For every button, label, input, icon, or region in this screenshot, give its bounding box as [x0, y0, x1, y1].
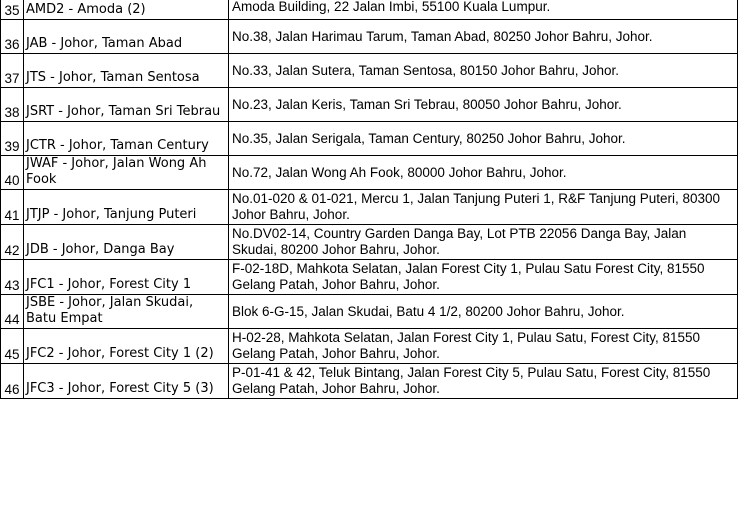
branch-name: JCTR - Johor, Taman Century	[24, 122, 229, 156]
row-number: 36	[1, 20, 24, 54]
branch-address: Amoda Building, 22 Jalan Imbi, 55100 Kuala Lumpur.	[229, 0, 738, 20]
branch-address: Blok 6-G-15, Jalan Skudai, Batu 4 1/2, 80200 Johor Bahru, Johor.	[229, 295, 738, 329]
branch-name: JFC1 - Johor, Forest City 1	[24, 260, 229, 295]
table-row	[1, 122, 738, 156]
branch-address: P-01-41 & 42, Teluk Bintang, Jalan Forest City 5, Pulau Satu, Forest City, 81550 Gelang Patah, Johor Bahru, Johor.	[229, 364, 738, 399]
table-row	[1, 364, 738, 399]
branch-address: F-02-18D, Mahkota Selatan, Jalan Forest City 1, Pulau Satu Forest City, 81550 Gelang Patah, Johor Bahru, Johor.	[229, 260, 738, 295]
branch-address: No.33, Jalan Sutera, Taman Sentosa, 80150 Johor Bahru, Johor.	[229, 54, 738, 88]
row-number: 43	[1, 260, 24, 295]
table-row	[1, 190, 738, 225]
table-row	[1, 88, 738, 122]
branch-name: JFC3 - Johor, Forest City 5 (3)	[24, 364, 229, 399]
table-row	[1, 260, 738, 295]
row-number: 46	[1, 364, 24, 399]
branch-address: No.DV02-14, Country Garden Danga Bay, Lot PTB 22056 Danga Bay, Jalan Skudai, 80200 Johor Bahru, Johor.	[229, 225, 738, 260]
row-number: 42	[1, 225, 24, 260]
branch-name: JFC2 - Johor, Forest City 1 (2)	[24, 329, 229, 364]
table-row	[1, 295, 738, 329]
branch-address: No.35, Jalan Serigala, Taman Century, 80250 Johor Bahru, Johor.	[229, 122, 738, 156]
branch-address: No.72, Jalan Wong Ah Fook, 80000 Johor Bahru, Johor.	[229, 156, 738, 190]
row-number: 35	[1, 0, 24, 20]
row-number: 44	[1, 295, 24, 329]
branch-address: No.23, Jalan Keris, Taman Sri Tebrau, 80050 Johor Bahru, Johor.	[229, 88, 738, 122]
row-number: 38	[1, 88, 24, 122]
branch-name: JAB - Johor, Taman Abad	[24, 20, 229, 54]
table-row	[1, 225, 738, 260]
row-number: 45	[1, 329, 24, 364]
table-row	[1, 329, 738, 364]
branch-name: JTJP - Johor, Tanjung Puteri	[24, 190, 229, 225]
table-row	[1, 156, 738, 190]
table-row	[1, 54, 738, 88]
row-number: 41	[1, 190, 24, 225]
branch-name: JWAF - Johor, Jalan Wong Ah Fook	[24, 156, 229, 190]
row-number: 39	[1, 122, 24, 156]
branch-address: No.38, Jalan Harimau Tarum, Taman Abad, 80250 Johor Bahru, Johor.	[229, 20, 738, 54]
branch-address: No.01-020 & 01-021, Mercu 1, Jalan Tanjung Puteri 1, R&F Tanjung Puteri, 80300 Johor Bahru, Johor.	[229, 190, 738, 225]
table-row	[1, 20, 738, 54]
table-row	[1, 0, 738, 20]
row-number: 40	[1, 156, 24, 190]
row-number: 37	[1, 54, 24, 88]
branch-name: AMD2 - Amoda (2)	[24, 0, 229, 20]
branch-address: H-02-28, Mahkota Selatan, Jalan Forest City 1, Pulau Satu, Forest City, 81550 Gelang Patah, Johor Bahru, Johor.	[229, 329, 738, 364]
branch-name: JTS - Johor, Taman Sentosa	[24, 54, 229, 88]
branch-name: JDB - Johor, Danga Bay	[24, 225, 229, 260]
branch-name: JSRT - Johor, Taman Sri Tebrau	[24, 88, 229, 122]
branch-name: JSBE - Johor, Jalan Skudai, Batu Empat	[24, 295, 229, 329]
